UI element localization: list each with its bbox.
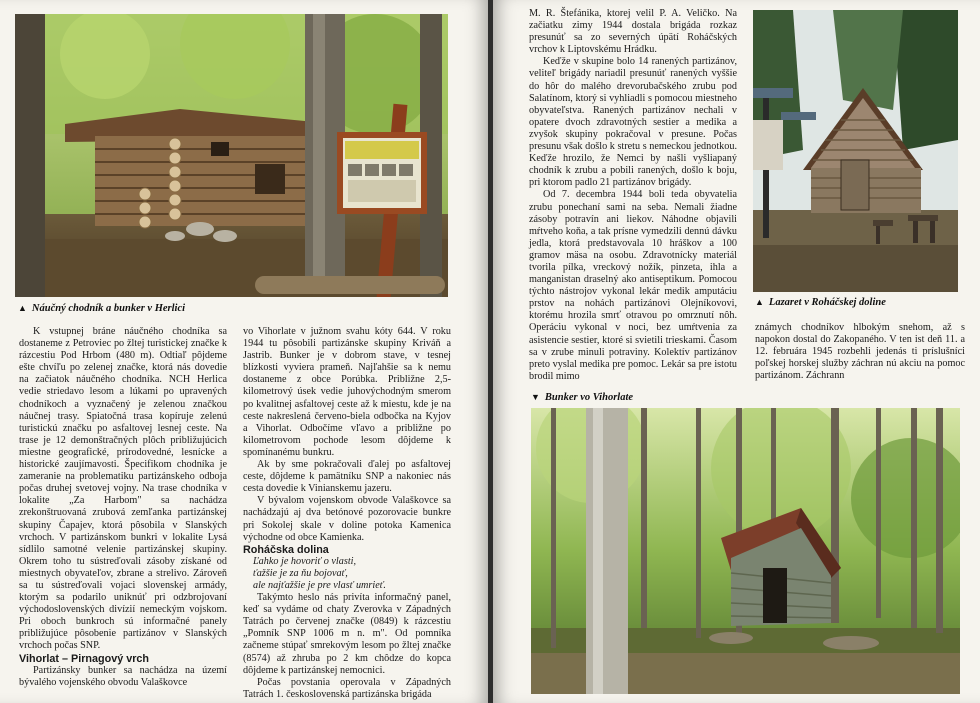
caption-text: Náučný chodník a bunker v Herlici bbox=[31, 303, 186, 314]
photo-lazaret-rohacska bbox=[753, 10, 958, 292]
paragraph: K vstupnej bráne náučného chodníka sa dostaneme z Petroviec po žltej turistickej značke k rázcestiu Pod Hrbom (480 m). Odtiaľ pôjdeme ešte chvíľu po zelenej značke, ktorá nás dovedie na začiatok náučného chodníka. NCH Herlica vedie striedavo lesom a lúkami po upravených chodníkoch a vyznačený je zelenou značkou náučnej trasy. Spiatočná trasa kopíruje zelenú turistickú značku po asfaltovej lesnej ceste. Na trase je 12 demonštračných plôch približujúcich miestne geografické, prírodovedné, lesnícke a historické zaujímavosti. Špecifikom chodníka je zameranie na problematiku partizánskeho odboja počas druhej svetovej vojny. Na trase chodníka v lokalite „Za Harbom" sa nachádza zrekonštruovaná zrubová zemľanka partizánskej skupiny Čapajev, ktorá pôsobila v Slanských vrchoch. V partizánskom bunkri v lokalite Lysá sídlilo samotné velenie partizánskej skupiny. Okrem toho tu sústreďovali zásoby získané od miestnych obyvateľov, zbrane a strelivo. Zároveň sa tu sústreďovali vojaci slovenskej armády, ktorým sa podarilo uniknúť pri odzbrojovaní východoslovenských divízií nemeckým vojskom. Pri oboch bunkroch sú informačné panely približujúce pôsobenie partizánov v Slanských vrchoch počas SNP. bbox=[19, 326, 227, 652]
paragraph: Ak by sme pokračovali ďalej po asfaltovej ceste, dôjdeme k pamätníku SNP a nakoniec nás cesta dovedie k Vinianskemu jazeru. bbox=[243, 459, 451, 495]
left-column-1 bbox=[19, 326, 227, 689]
poem-line: ťažšie je za ňu bojovať, bbox=[253, 567, 348, 579]
section-heading-vihorlat: Vihorlat – Pirnagový vrch bbox=[19, 652, 150, 665]
left-column-2 bbox=[243, 326, 451, 701]
caption-marker-up: ▲ bbox=[755, 297, 764, 307]
caption-marker-up: ▲ bbox=[18, 303, 27, 313]
photo-bunker-vihorlat bbox=[531, 408, 960, 694]
photo-bunker-herlica bbox=[15, 14, 448, 297]
right-page bbox=[493, 0, 980, 703]
caption-right-bottom-photo bbox=[531, 392, 633, 403]
section-heading-rohacska: Roháčska dolina bbox=[243, 543, 329, 556]
poem-line: ale najťažšie je pre vlasť umrieť. bbox=[253, 579, 386, 591]
paragraph: M. R. Štefánika, ktorej velil P. A. Veličko. Na začiatku zimy 1944 dostala brigáda rozkaz presunúť sa zo severných úpätí Roháčských vrchov k Liptovskému Hrádku. bbox=[529, 8, 737, 56]
paragraph: V bývalom vojenskom obvode Valaškovce sa nachádzajú aj dva betónové pozorovacie bunkre pri Sokolej skale v doline potoka Kamenica východne od obce Kamienka. bbox=[243, 495, 451, 543]
paragraph: známych chodníkov hlbokým snehom, až s napokon dostal do Zakopaného. V ten ist deň 11. a 12. februára 1945 rozbehli jedenás ti príslušníci poľskej horskej služby záchran nú akciu na pomoc partizánom. Záchrann bbox=[755, 322, 965, 382]
caption-marker-down: ▼ bbox=[531, 392, 540, 402]
paragraph: Počas povstania operovala v Západných Tatrách 1. československá partizánska brigáda bbox=[243, 676, 451, 700]
paragraph: Keďže v skupine bolo 14 ranených partizánov, veliteľ brigády nariadil presunúť ranených vyššie do hôr do malého drevorubačského zrubu pod Salatínom, ktorý si vyhliadli s pomocou miestneho obyvateľstva. Ranených partizánov nechali v opatere dvoch zdravotných sestier a medika a zvyšok skupiny pokračoval v presune. Počas presunu však došlo k stretu s nemeckou jednotkou. Keďže hrozilo, že Nemci by našli vyšliapaný chodník k zrubu a pobili ranených, došlo k boju, pri ktorom padlo 21 partizánov brigády. bbox=[529, 56, 737, 189]
caption-right-top-photo bbox=[755, 297, 886, 308]
right-column-2 bbox=[755, 322, 965, 384]
caption-text: Bunker vo Vihorlate bbox=[544, 392, 634, 403]
left-page bbox=[0, 0, 488, 703]
caption-left-photo bbox=[18, 303, 185, 314]
right-column-1 bbox=[529, 8, 737, 383]
paragraph: Partizánsky bunker sa nachádza na území bývalého vojenského obvodu Valaškovce bbox=[19, 664, 227, 688]
paragraph: Od 7. decembra 1944 boli teda obyvatelia zrubu ponechaní sami na seba. Nemali žiadne zásoby potravín ani liekov. Náhodne objavili mŕtveho koňa, a tak prísne vymedzili dennú dávku jedla, ktorá predstavovala 10 hráškov a 100 gramov mäsa na osobu. Zdravotnícky materiál tvorila pílka, vreckový nožík, pinzeta, ihla a manganistan draselný ako antiseptikum. Pomocou týchto nástrojov vykonal lekár medik amputáciu prstov na nohách partizánovi Olejníkovovi, ktorému hrozila smrť otravou po omrznutí nôh. Operáciu vykonal v noci, bez umŕtvenia za asistencie sestier, ktoré si svietili trieskami. Časom sa v zrube minuli potraviny. Kolektív partizánov preto vyslal medika pre pomoc. Lekár sa pre istotu brodil mimo bbox=[529, 189, 737, 382]
paragraph: vo Vihorlate v južnom svahu kóty 644. V roku 1944 tu pôsobili partizánske skupiny Kriváň a Jastrib. Bunker je v dobrom stave, v tesnej blízkosti vyviera prameň. Najľahšie sa k nemu dostaneme z obce Porúbka. Približne 2,5-kilometrový úsek vedie juhovýchodným smerom po kvalitnej asfaltovej ceste až k miestu, kde je na ceste nakreslená červeno-biela odbočka na Kyjov a Vihorlat. Odbočíme vľavo a približne po kilometrovom pochode lesom dôjdeme k spomínanému bunkru. bbox=[243, 326, 451, 458]
poem-line: Ľahko je hovoriť o vlasti, bbox=[253, 555, 357, 567]
paragraph: Takýmto heslo nás privíta informačný panel, keď sa vydáme od chaty Zverovka v Západných Tatrách po červenej značke (0849) k rázcestiu „Pomník SNP 1006 m n. m". Od pomníka začneme stúpať smrekovým lesom po žltej značke (8574) až zhruba po 2 km chôdze do kopca dôjdeme k partizánskej nemocnici. bbox=[243, 592, 451, 676]
caption-text: Lazaret v Roháčskej doline bbox=[768, 297, 886, 308]
